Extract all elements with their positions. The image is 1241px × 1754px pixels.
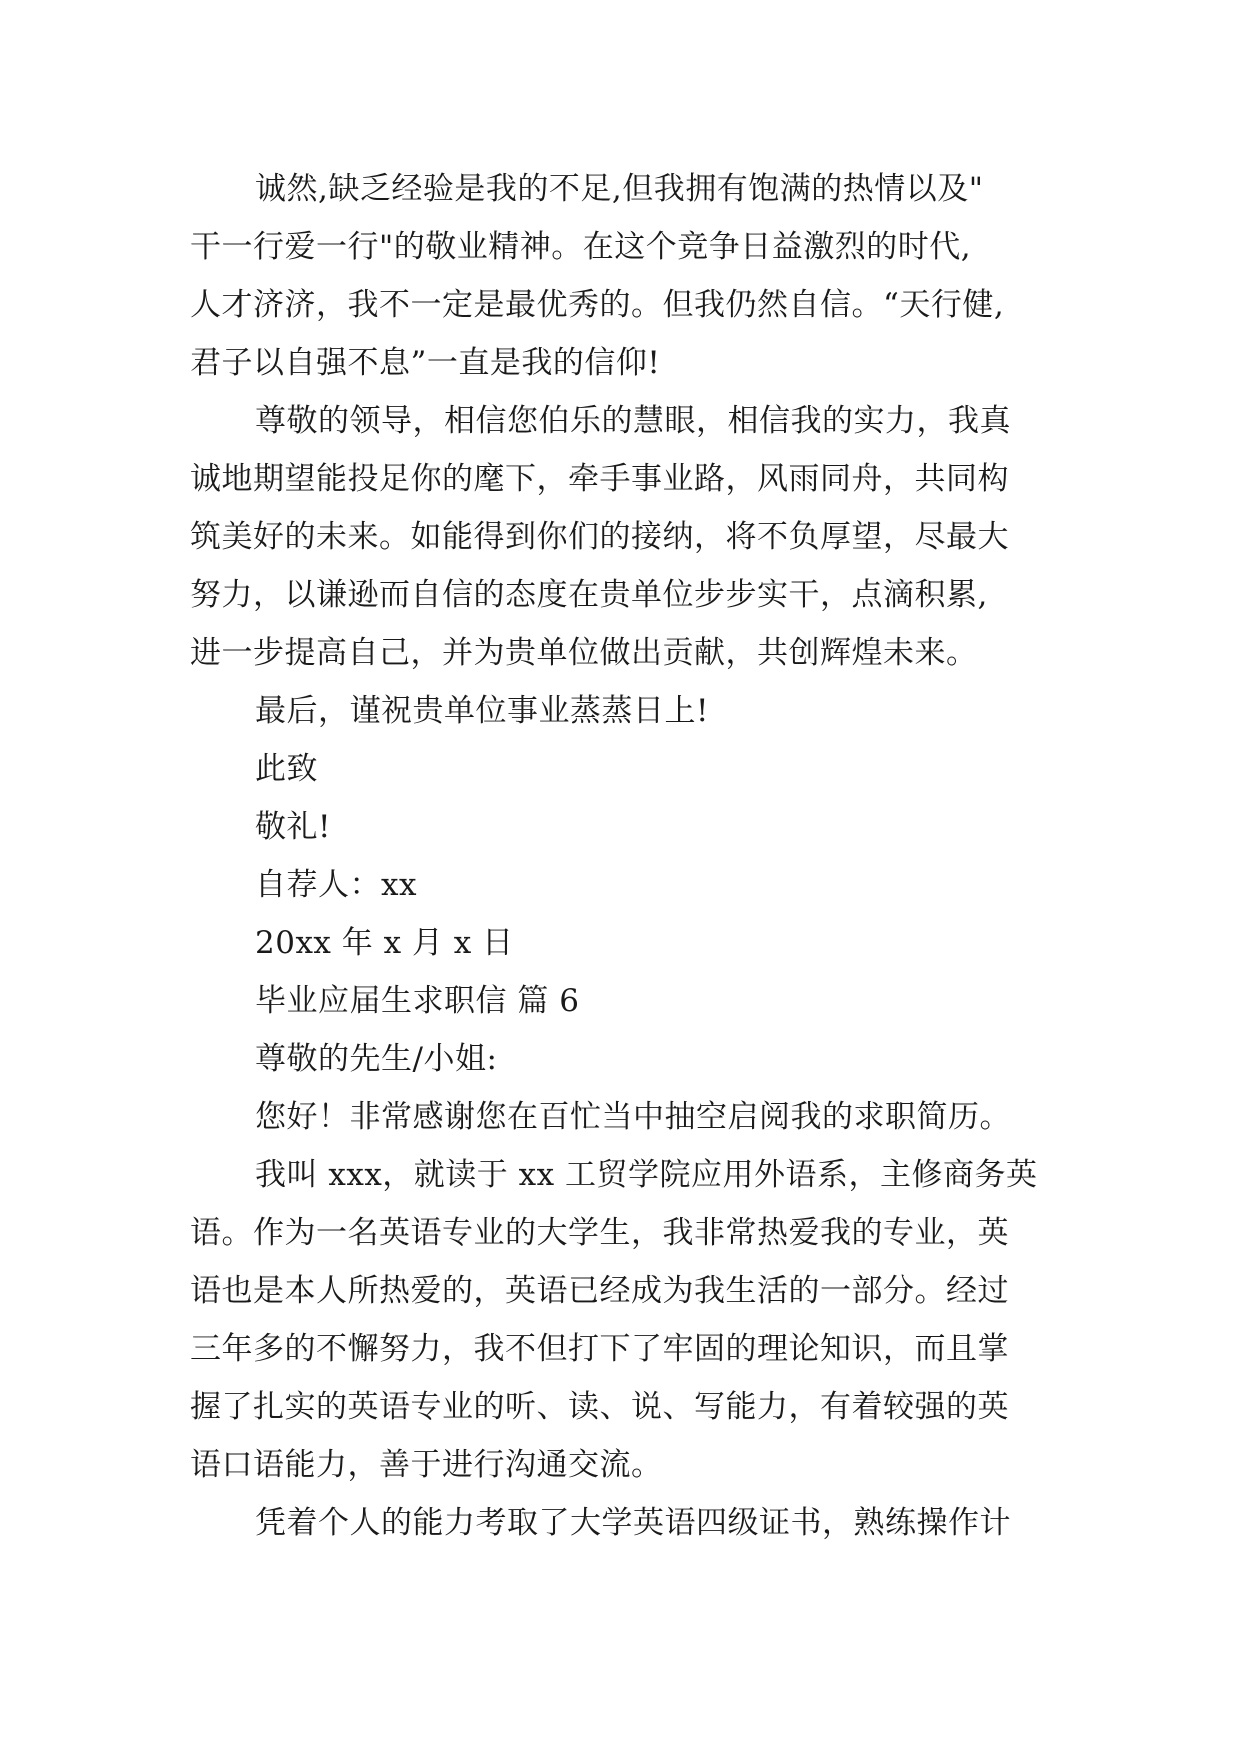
text-line: 尊敬的领导，相信您伯乐的慧眼，相信我的实力，我真 (255, 403, 1011, 439)
text-line: 尊敬的先生/小姐: (255, 1041, 498, 1077)
text-line: 自荐人：xx (255, 867, 417, 903)
text-line: 君子以自强不息”一直是我的信仰! (190, 345, 661, 381)
document-page (190, 160, 1070, 1552)
text-line: 最后，谨祝贵单位事业蒸蒸日上! (255, 693, 709, 729)
text-line: 筑美好的未来。如能得到你们的接纳，将不负厚望，尽最大 (190, 519, 1009, 555)
text-line: 语口语能力，善于进行沟通交流。 (190, 1447, 663, 1483)
text-line: 握了扎实的英语专业的听、读、说、写能力，有着较强的英 (190, 1389, 1009, 1425)
text-line: 干一行爱一行"的敬业精神。在这个竞争日益激烈的时代, (190, 229, 972, 265)
text-line: 诚然,缺乏经验是我的不足,但我拥有饱满的热情以及" (255, 171, 984, 207)
text-line: 人才济济，我不一定是最优秀的。但我仍然自信。“天行健, (190, 287, 1005, 323)
text-line: 语也是本人所热爱的，英语已经成为我生活的一部分。经过 (190, 1273, 1009, 1309)
text-line: 敬礼! (255, 809, 331, 845)
text-line: 语。作为一名英语专业的大学生，我非常热爱我的专业，英 (190, 1215, 1009, 1251)
text-line: 进一步提高自己，并为贵单位做出贡献，共创辉煌未来。 (190, 635, 978, 671)
text-line: 您好！非常感谢您在百忙当中抽空启阅我的求职简历。 (255, 1099, 1011, 1135)
text-line: 此致 (255, 751, 318, 787)
text-line: 凭着个人的能力考取了大学英语四级证书，熟练操作计 (255, 1505, 1011, 1541)
text-line: 我叫 xxx，就读于 xx 工贸学院应用外语系，主修商务英 (255, 1157, 1038, 1193)
text-line: 三年多的不懈努力，我不但打下了牢固的理论知识，而且掌 (190, 1331, 1009, 1367)
text-line: 20xx 年 x 月 x 日 (255, 925, 514, 961)
text-line: 诚地期望能投足你的麾下，牵手事业路，风雨同舟，共同构 (190, 461, 1009, 497)
section-heading: 毕业应届生求职信 篇 6 (255, 983, 580, 1019)
text-line: 努力，以谦逊而自信的态度在贵单位步步实干，点滴积累, (190, 577, 988, 613)
